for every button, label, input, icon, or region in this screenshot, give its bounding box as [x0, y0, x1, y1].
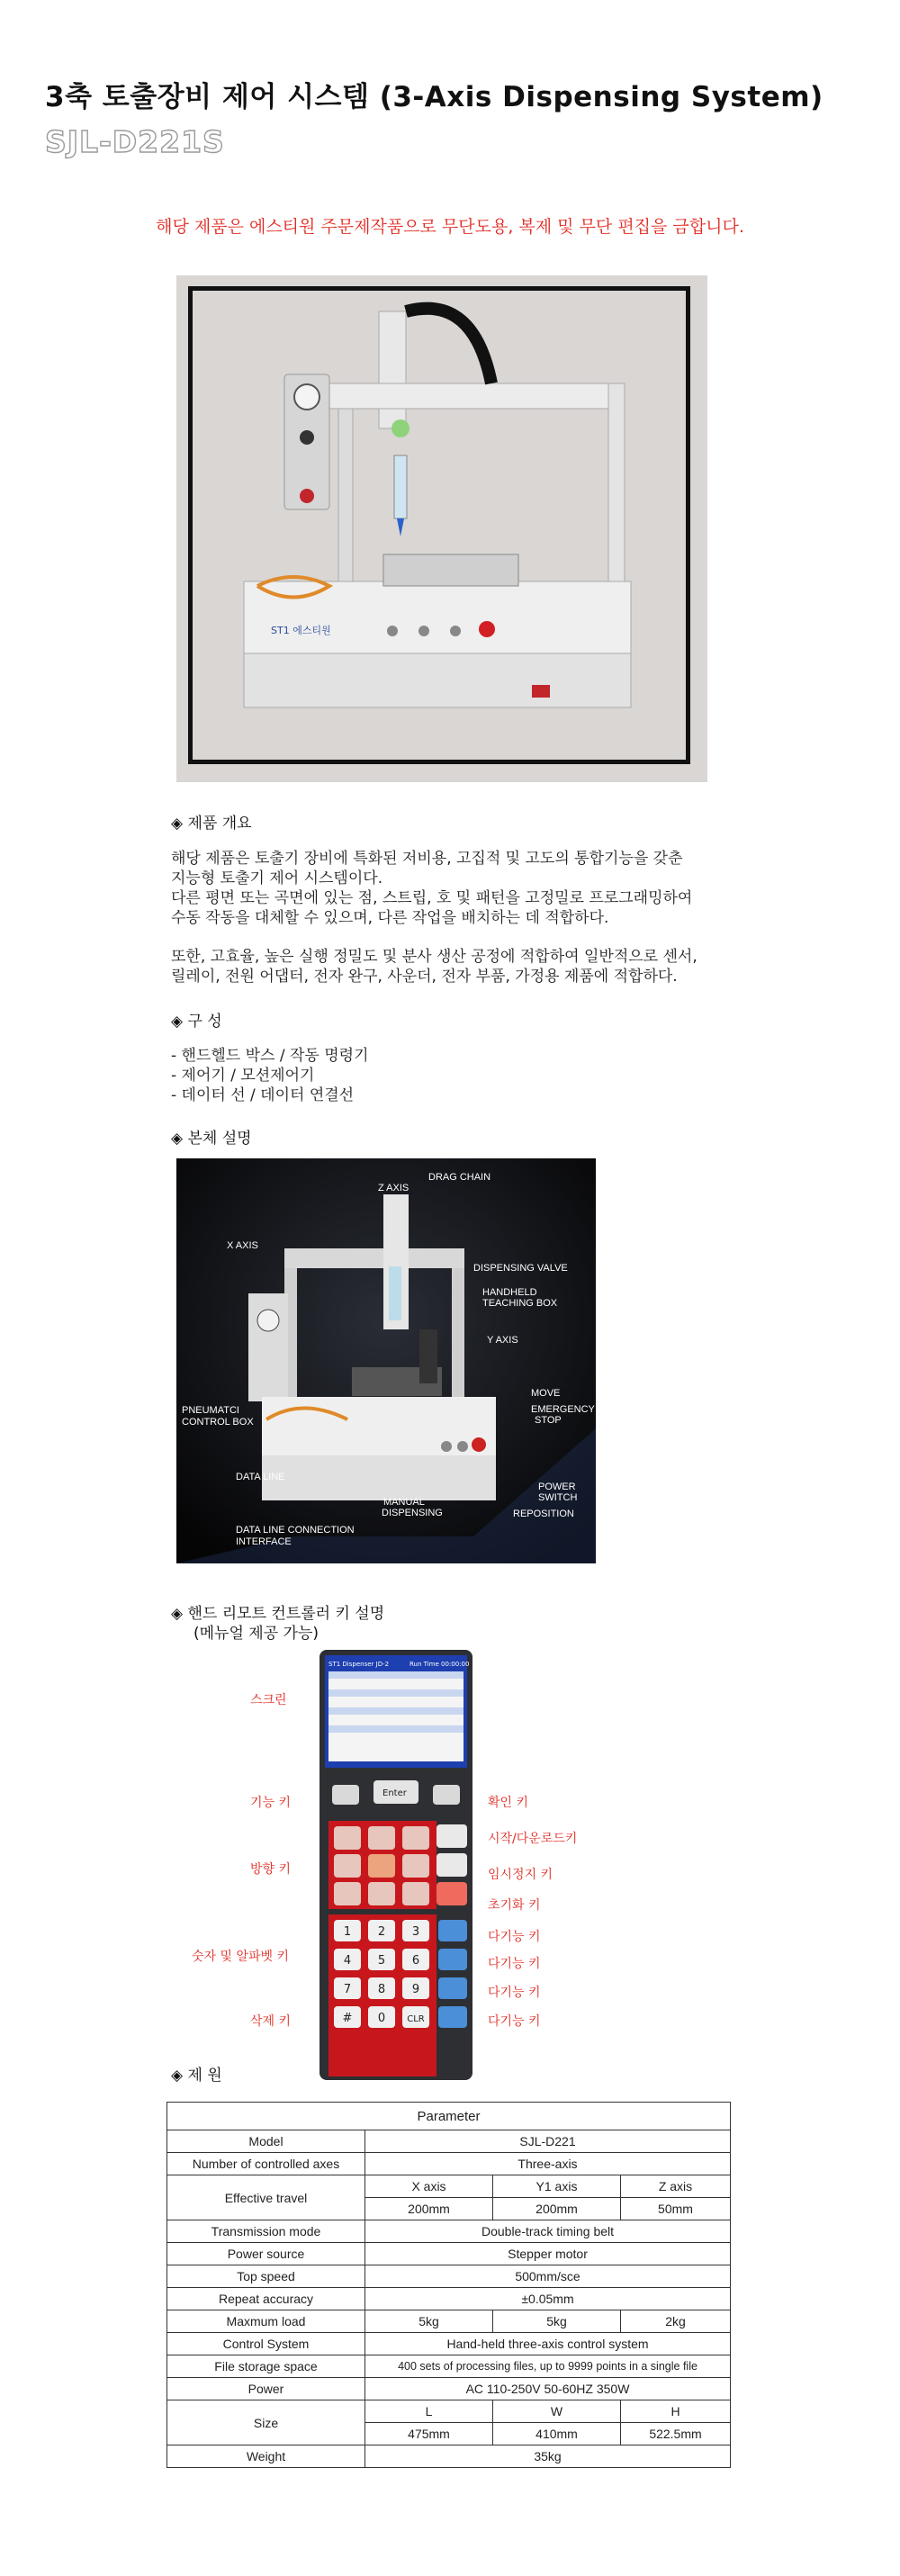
- table-row: Control System Hand-held three-axis control system: [167, 2333, 731, 2355]
- label-manual: MANUAL: [383, 1497, 425, 1508]
- label-delete-key: 삭제 키: [250, 2014, 292, 2029]
- label-drag-chain: DRAG CHAIN: [428, 1172, 491, 1183]
- svg-text:0: 0: [377, 2012, 386, 2025]
- label-multi-key-2: 다기능 키: [488, 1957, 541, 1971]
- remote-heading: ◈ 핸드 리모트 컨트롤러 키 설명: [171, 1605, 385, 1623]
- label-multi-key-3: 다기능 키: [488, 1986, 541, 2000]
- table-row: Model SJL-D221: [167, 2130, 731, 2153]
- label-confirm-key: 확인 키: [488, 1796, 529, 1810]
- label-alnum-key: 숫자 및 알파벳 키: [192, 1950, 290, 1964]
- svg-text:7: 7: [343, 1983, 352, 1996]
- product-photo: [176, 275, 707, 782]
- body-heading: ◈ 본체 설명: [171, 1130, 252, 1148]
- label-emergency: EMERGENCY: [531, 1404, 595, 1415]
- table-row: 475mm 410mm 522.5mm: [167, 2423, 731, 2445]
- svg-text:2: 2: [377, 1925, 386, 1939]
- svg-text:5: 5: [377, 1954, 386, 1968]
- label-y-axis: Y AXIS: [487, 1335, 518, 1346]
- label-z-axis: Z AXIS: [378, 1183, 410, 1193]
- label-data-line: DATA LINE: [236, 1472, 285, 1482]
- composition-heading: ◈ 구 성: [171, 1013, 222, 1031]
- list-item: - 핸드헬드 박스 / 작동 명령기: [171, 1047, 369, 1065]
- spec-table: [166, 2102, 731, 2468]
- label-switch: SWITCH: [538, 1492, 578, 1503]
- copyright-notice: 해당 제품은 에스티원 주문제작품으로 무단도용, 복제 및 무단 편집을 금합니다.: [156, 217, 744, 237]
- label-teaching-box: TEACHING BOX: [482, 1298, 558, 1309]
- svg-text:#: #: [342, 2012, 353, 2025]
- svg-text:4: 4: [343, 1954, 352, 1968]
- label-power: POWER: [538, 1482, 576, 1492]
- table-row: Repeat accuracy ±0.05mm: [167, 2288, 731, 2310]
- overview-paragraph: 해당 제품은 토출기 장비에 특화된 저비용, 고집적 및 고도의 통합기능을 갖춘 지능형 토출기 제어 시스템이다. 다른 평면 또는 곡면에 있는 점, 스트립, 호 및 패턴을 고정밀로 프로그래밍하여 수동 작동을 대체할 수 있으며, 다른 작업을 배치하는 데 적합하다. 또한, 고효율, 높은 실행 정밀도 및 분사 생산 공정에 적합하여 일반적으로 센서, 릴레이, 전원 어댑터, 전자 완구, 사운더, 전자 부품, 가정용 제품에 적합하다.: [171, 850, 698, 986]
- label-move: MOVE: [531, 1388, 561, 1399]
- composition-list: [171, 1046, 747, 1105]
- label-function-key: 기능 키: [250, 1796, 292, 1810]
- table-row: Top speed 500mm/sce: [167, 2265, 731, 2288]
- screen-title: ST1 Dispenser JD-2: [328, 1661, 390, 1668]
- dispensing-machine-illustration: [176, 275, 707, 782]
- screen-time: Run Time 00:00:00: [410, 1661, 470, 1668]
- table-row: Maxmum load 5kg 5kg 2kg: [167, 2310, 731, 2333]
- table-row: File storage space 400 sets of processing files, up to 9999 points in a single file: [167, 2355, 731, 2378]
- svg-text:6: 6: [411, 1954, 420, 1968]
- svg-text:3: 3: [411, 1925, 420, 1939]
- label-multi-key-4: 다기능 키: [488, 2014, 541, 2029]
- svg-text:1: 1: [343, 1925, 352, 1939]
- table-row: Power source Stepper motor: [167, 2243, 731, 2265]
- svg-text:8: 8: [377, 1983, 386, 1996]
- machine-diagram: [176, 1158, 596, 1563]
- label-start-key: 시작/다운로드키: [488, 1832, 578, 1846]
- table-row: Transmission mode Double-track timing belt: [167, 2220, 731, 2243]
- table-row: 200mm 200mm 50mm: [167, 2198, 731, 2220]
- label-control-box: CONTROL BOX: [182, 1417, 254, 1428]
- label-dispensing-valve: DISPENSING VALVE: [473, 1263, 568, 1274]
- list-item: - 제어기 / 모션제어기: [171, 1067, 315, 1085]
- label-dispensing: DISPENSING: [382, 1508, 443, 1518]
- label-multi-key-1: 다기능 키: [488, 1930, 541, 1944]
- list-item: - 데이터 선 / 데이터 연결선: [171, 1086, 355, 1104]
- table-row: Number of controlled axes Three-axis: [167, 2153, 731, 2175]
- remote-subheading: (메뉴얼 제공 가능): [194, 1625, 320, 1643]
- machine-diagram-svg: [176, 1158, 596, 1563]
- label-screen: 스크린: [250, 1693, 287, 1707]
- brand-logo: ST1 에스티원: [271, 625, 331, 636]
- label-data-line-connection: DATA LINE CONNECTION: [236, 1525, 355, 1536]
- label-pause-key: 임시정지 키: [488, 1868, 554, 1882]
- table-row: Weight 35kg: [167, 2445, 731, 2468]
- table-row: Size L W H: [167, 2400, 731, 2423]
- spec-heading: ◈ 제 원: [171, 2067, 222, 2085]
- overview-heading: ◈ 제품 개요: [171, 815, 252, 833]
- page-title: 3축 토출장비 제어 시스템 (3-Axis Dispensing System): [45, 81, 824, 113]
- label-direction-key: 방향 키: [250, 1862, 292, 1877]
- label-interface: INTERFACE: [236, 1536, 292, 1547]
- table-row: Effective travel X axis Y1 axis Z axis: [167, 2175, 731, 2198]
- label-reset-key: 초기화 키: [488, 1898, 541, 1913]
- label-x-axis: X AXIS: [227, 1240, 258, 1251]
- enter-key-label: Enter: [382, 1788, 407, 1798]
- table-title: Parameter: [167, 2103, 731, 2130]
- label-stop: STOP: [535, 1415, 562, 1426]
- label-handheld: HANDHELD: [482, 1287, 537, 1298]
- svg-text:CLR: CLR: [407, 2014, 425, 2024]
- label-reposition: REPOSITION: [513, 1509, 574, 1519]
- label-pneumatic: PNEUMATCI: [182, 1405, 239, 1416]
- model-name: SJL-D221S: [45, 124, 225, 159]
- svg-text:9: 9: [411, 1983, 420, 1996]
- table-row: Power AC 110-250V 50-60HZ 350W: [167, 2378, 731, 2400]
